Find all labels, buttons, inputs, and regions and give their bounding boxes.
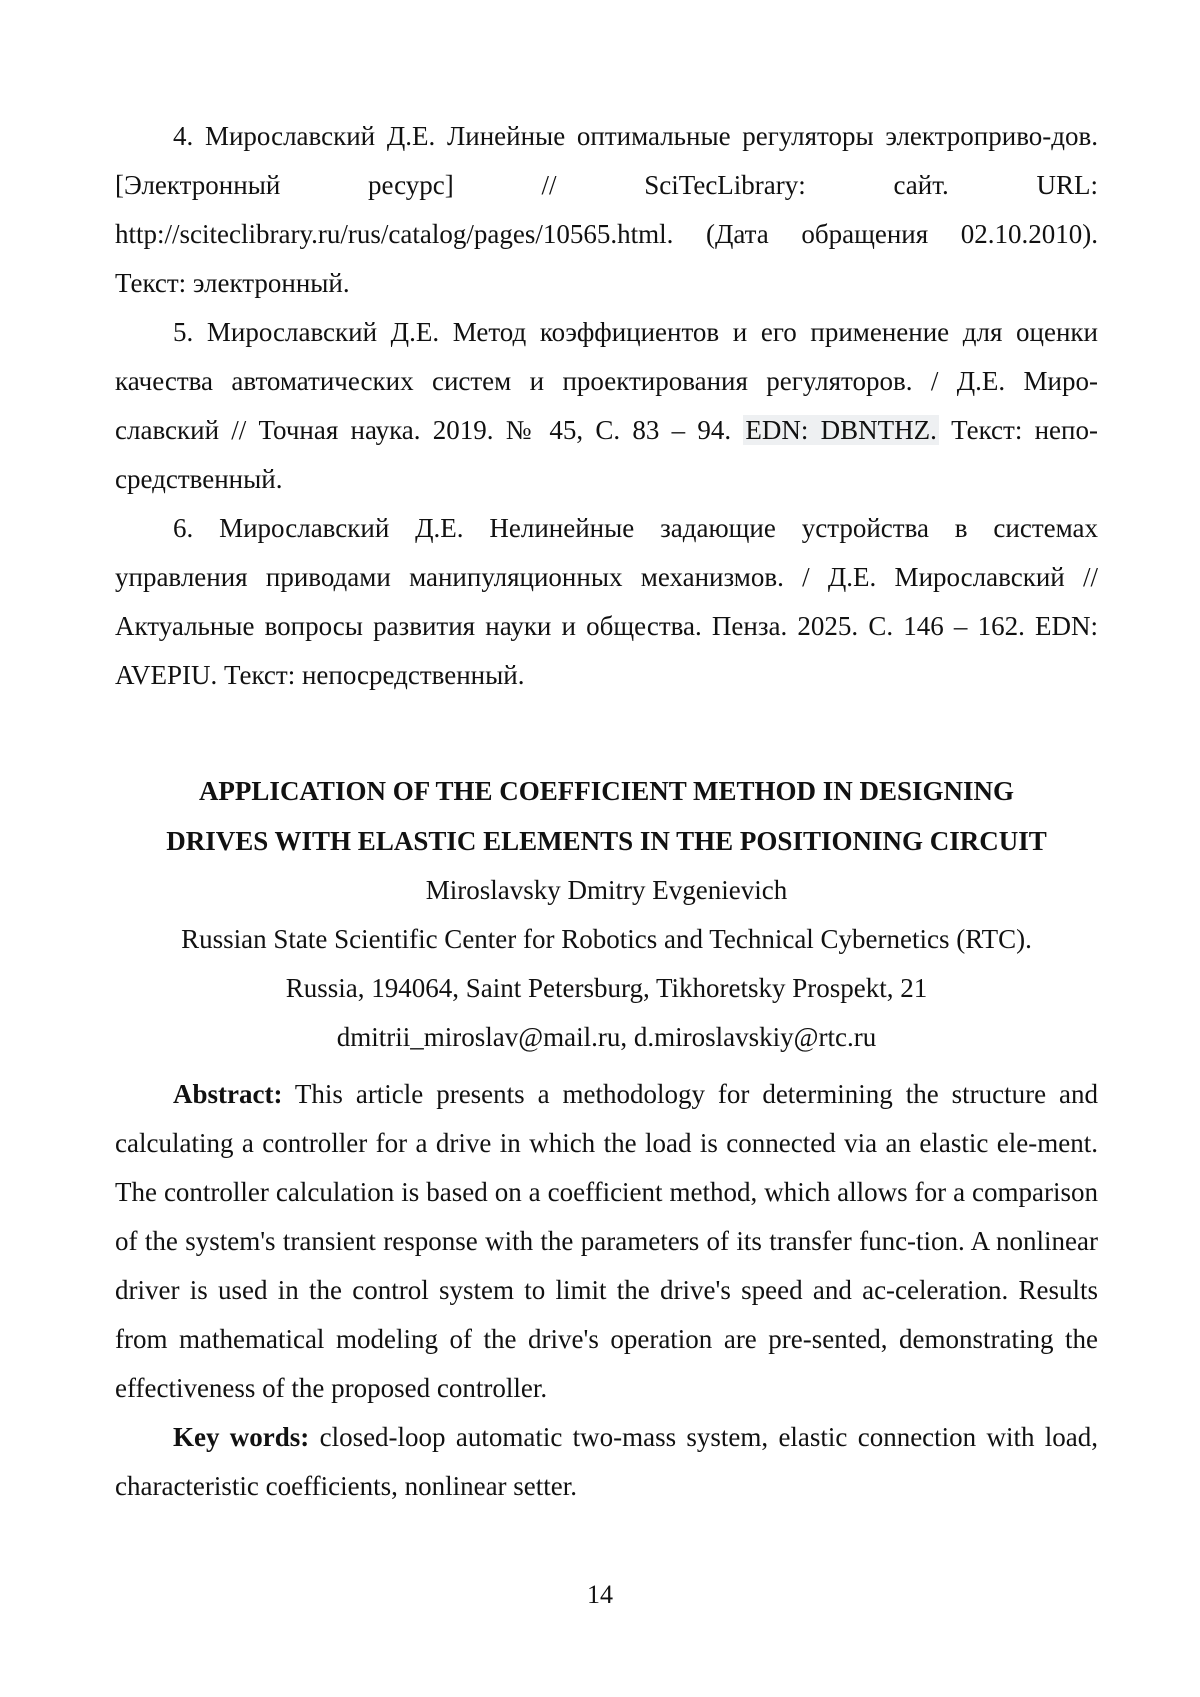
reference-5-text: 5. Мирославский Д.Е. Метод коэффициентов и его применение для оценки качества автоматических систем и проектирования регуляторов. / Д.Е. Миро-славский // Точная наука. 2019. № 45, С. 83 – 94. (115, 317, 1098, 445)
affiliation-org: Russian State Scientific Center for Robotics and Technical Cybernetics (RTC). (181, 924, 1032, 954)
reference-4 (115, 112, 1098, 308)
author-emails: dmitrii_miroslav@mail.ru, d.miroslavskiy@rtc.ru (336, 1022, 877, 1052)
abstract-text: This article presents a methodology for determining the structure and calculating a controller for a drive in which the load is connected via an elastic ele-ment. The controller calculation is based on a coefficient method, which allows for a comparison of the system's transient response with the parameters of its transfer func-tion. A nonlinear driver is used in the control system to limit the drive's speed and ac-celeration. Results from mathematical modeling of the drive's operation are pre-sented, demonstrating the effectiveness of the proposed controller. (115, 1079, 1098, 1403)
keywords-text: closed-loop automatic two-mass system, elastic connection with load, characteristic coefficients, nonlinear setter. (115, 1422, 1098, 1501)
reference-6 (115, 504, 1098, 700)
affiliation-address: Russia, 194064, Saint Petersburg, Tikhoretsky Prospekt, 21 (285, 973, 928, 1003)
reference-5-edn-highlight: EDN: DBNTHZ. (745, 415, 937, 445)
reference-4-text: 4. Мирославский Д.Е. Линейные оптимальные регуляторы электроприво-дов. [Электронный ресурс] // SciTecLibrary: сайт. URL: http://sciteclibrary.ru/rus/catalog/pages/10565.html. (Дата обращения 02.10.2010). Текст: электронный. (115, 121, 1098, 298)
reference-6-text: 6. Мирославский Д.Е. Нелинейные задающие устройства в системах управления приводами манипуляционных механизмов. / Д.Е. Мирославский // Актуальные вопросы развития науки и общества. Пенза. 2025. С. 146 – 162. EDN: AVEPIU. Текст: непосредственный. (115, 513, 1098, 690)
keywords (115, 1413, 1098, 1511)
page-number: 14 (587, 1580, 613, 1609)
keywords-label: Key words: (173, 1422, 310, 1452)
reference-5 (115, 308, 1098, 504)
paper-title (115, 766, 1098, 866)
reference-5-text-end: Текст: непо-средственный. (115, 415, 1098, 494)
paper-title-line-2: DRIVES WITH ELASTIC ELEMENTS IN THE POSITIONING CIRCUIT (166, 826, 1047, 856)
author-name: Miroslavsky Dmitry Evgenievich (425, 875, 788, 905)
abstract (115, 1070, 1098, 1413)
paper-title-line-1: APPLICATION OF THE COEFFICIENT METHOD IN DESIGNING (198, 776, 1015, 806)
abstract-label: Abstract: (173, 1079, 283, 1109)
